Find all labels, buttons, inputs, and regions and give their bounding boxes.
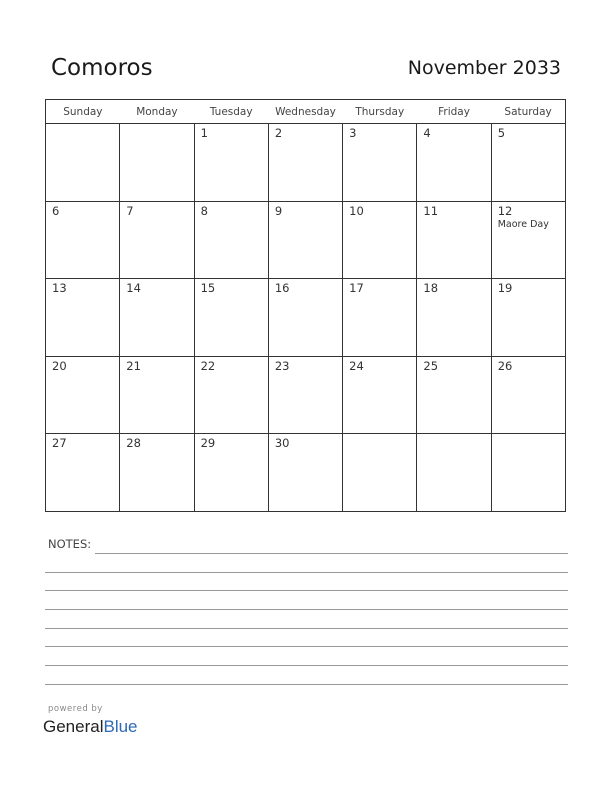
weekday-monday: Monday	[120, 100, 194, 124]
day-cell	[268, 201, 342, 279]
day-number: 7	[126, 203, 134, 218]
notes-line	[45, 684, 568, 685]
day-cell	[46, 279, 120, 357]
day-cell	[417, 124, 491, 202]
week-row	[46, 279, 566, 357]
day-number: 14	[126, 281, 141, 296]
day-number: 6	[52, 203, 60, 218]
notes-line	[45, 572, 568, 573]
notes-line	[45, 665, 568, 666]
day-cell	[491, 201, 565, 279]
day-cell	[343, 434, 417, 512]
day-cell	[120, 124, 194, 202]
day-cell	[194, 201, 268, 279]
notes-line	[45, 590, 568, 591]
weekday-sunday: Sunday	[46, 100, 120, 124]
day-number: 26	[497, 358, 513, 373]
day-cell	[491, 279, 565, 357]
weekday-saturday: Saturday	[491, 100, 565, 124]
notes-line	[45, 646, 568, 647]
day-number: 28	[126, 436, 141, 451]
day-cell	[343, 201, 417, 279]
day-number: 8	[200, 203, 208, 218]
brand-blue: Blue	[103, 717, 138, 736]
weekday-friday: Friday	[417, 100, 491, 124]
day-number: 23	[274, 358, 290, 373]
week-row	[46, 124, 566, 202]
day-number: 12	[497, 203, 513, 218]
day-cell	[194, 124, 268, 202]
day-cell	[268, 434, 342, 512]
day-cell	[417, 279, 491, 357]
weekday-thursday: Thursday	[343, 100, 417, 124]
day-cell	[268, 279, 342, 357]
day-number: 27	[52, 436, 67, 451]
day-cell	[120, 279, 194, 357]
generalblue-logo	[43, 717, 138, 737]
day-number: 25	[423, 358, 439, 373]
month-title: November 2033	[407, 57, 561, 79]
day-number: 17	[349, 281, 364, 296]
day-number: 11	[423, 203, 439, 218]
day-number: 18	[423, 281, 439, 296]
day-number: 4	[423, 126, 431, 140]
day-cell	[120, 356, 194, 434]
day-number: 24	[349, 358, 364, 373]
day-number: 21	[126, 358, 141, 373]
day-cell	[46, 356, 120, 434]
day-number: 10	[349, 203, 364, 218]
day-cell	[417, 434, 491, 512]
day-number: 19	[497, 281, 513, 296]
day-cell	[417, 201, 491, 279]
day-number: 16	[274, 281, 290, 296]
day-cell	[120, 201, 194, 279]
day-cell	[343, 124, 417, 202]
day-number: 20	[52, 358, 67, 373]
week-row	[46, 356, 566, 434]
day-cell	[46, 124, 120, 202]
notes-line	[45, 609, 568, 610]
day-cell	[46, 201, 120, 279]
day-cell	[46, 434, 120, 512]
weekday-wednesday: Wednesday	[268, 100, 342, 124]
notes-line	[95, 553, 568, 554]
day-cell	[268, 124, 342, 202]
holiday-label: Maore Day	[497, 218, 549, 230]
day-cell	[343, 356, 417, 434]
day-cell	[194, 356, 268, 434]
day-number: 3	[349, 126, 357, 140]
week-row	[46, 434, 566, 512]
day-number: 5	[497, 126, 506, 140]
calendar-grid	[45, 99, 566, 512]
powered-by-text: powered by	[48, 704, 103, 714]
day-number: 9	[274, 203, 283, 218]
notes-label: NOTES:	[48, 537, 92, 551]
day-number: 13	[52, 281, 67, 296]
notes-line	[45, 628, 568, 629]
day-cell	[343, 279, 417, 357]
day-cell	[120, 434, 194, 512]
day-number: 30	[274, 436, 290, 451]
day-number: 2	[274, 126, 283, 140]
day-cell	[417, 356, 491, 434]
country-title: Comoros	[51, 55, 153, 81]
day-number: 29	[200, 436, 216, 451]
weekday-header-row	[46, 100, 566, 124]
day-cell	[491, 434, 565, 512]
day-number: 15	[200, 281, 216, 296]
weekday-tuesday: Tuesday	[194, 100, 268, 124]
day-cell	[194, 434, 268, 512]
day-cell	[194, 279, 268, 357]
week-row	[46, 201, 566, 279]
day-cell	[268, 356, 342, 434]
day-cell	[491, 124, 565, 202]
day-number: 1	[200, 126, 208, 140]
brand-general: General	[43, 717, 104, 736]
day-number: 22	[200, 358, 216, 373]
day-cell	[491, 356, 565, 434]
